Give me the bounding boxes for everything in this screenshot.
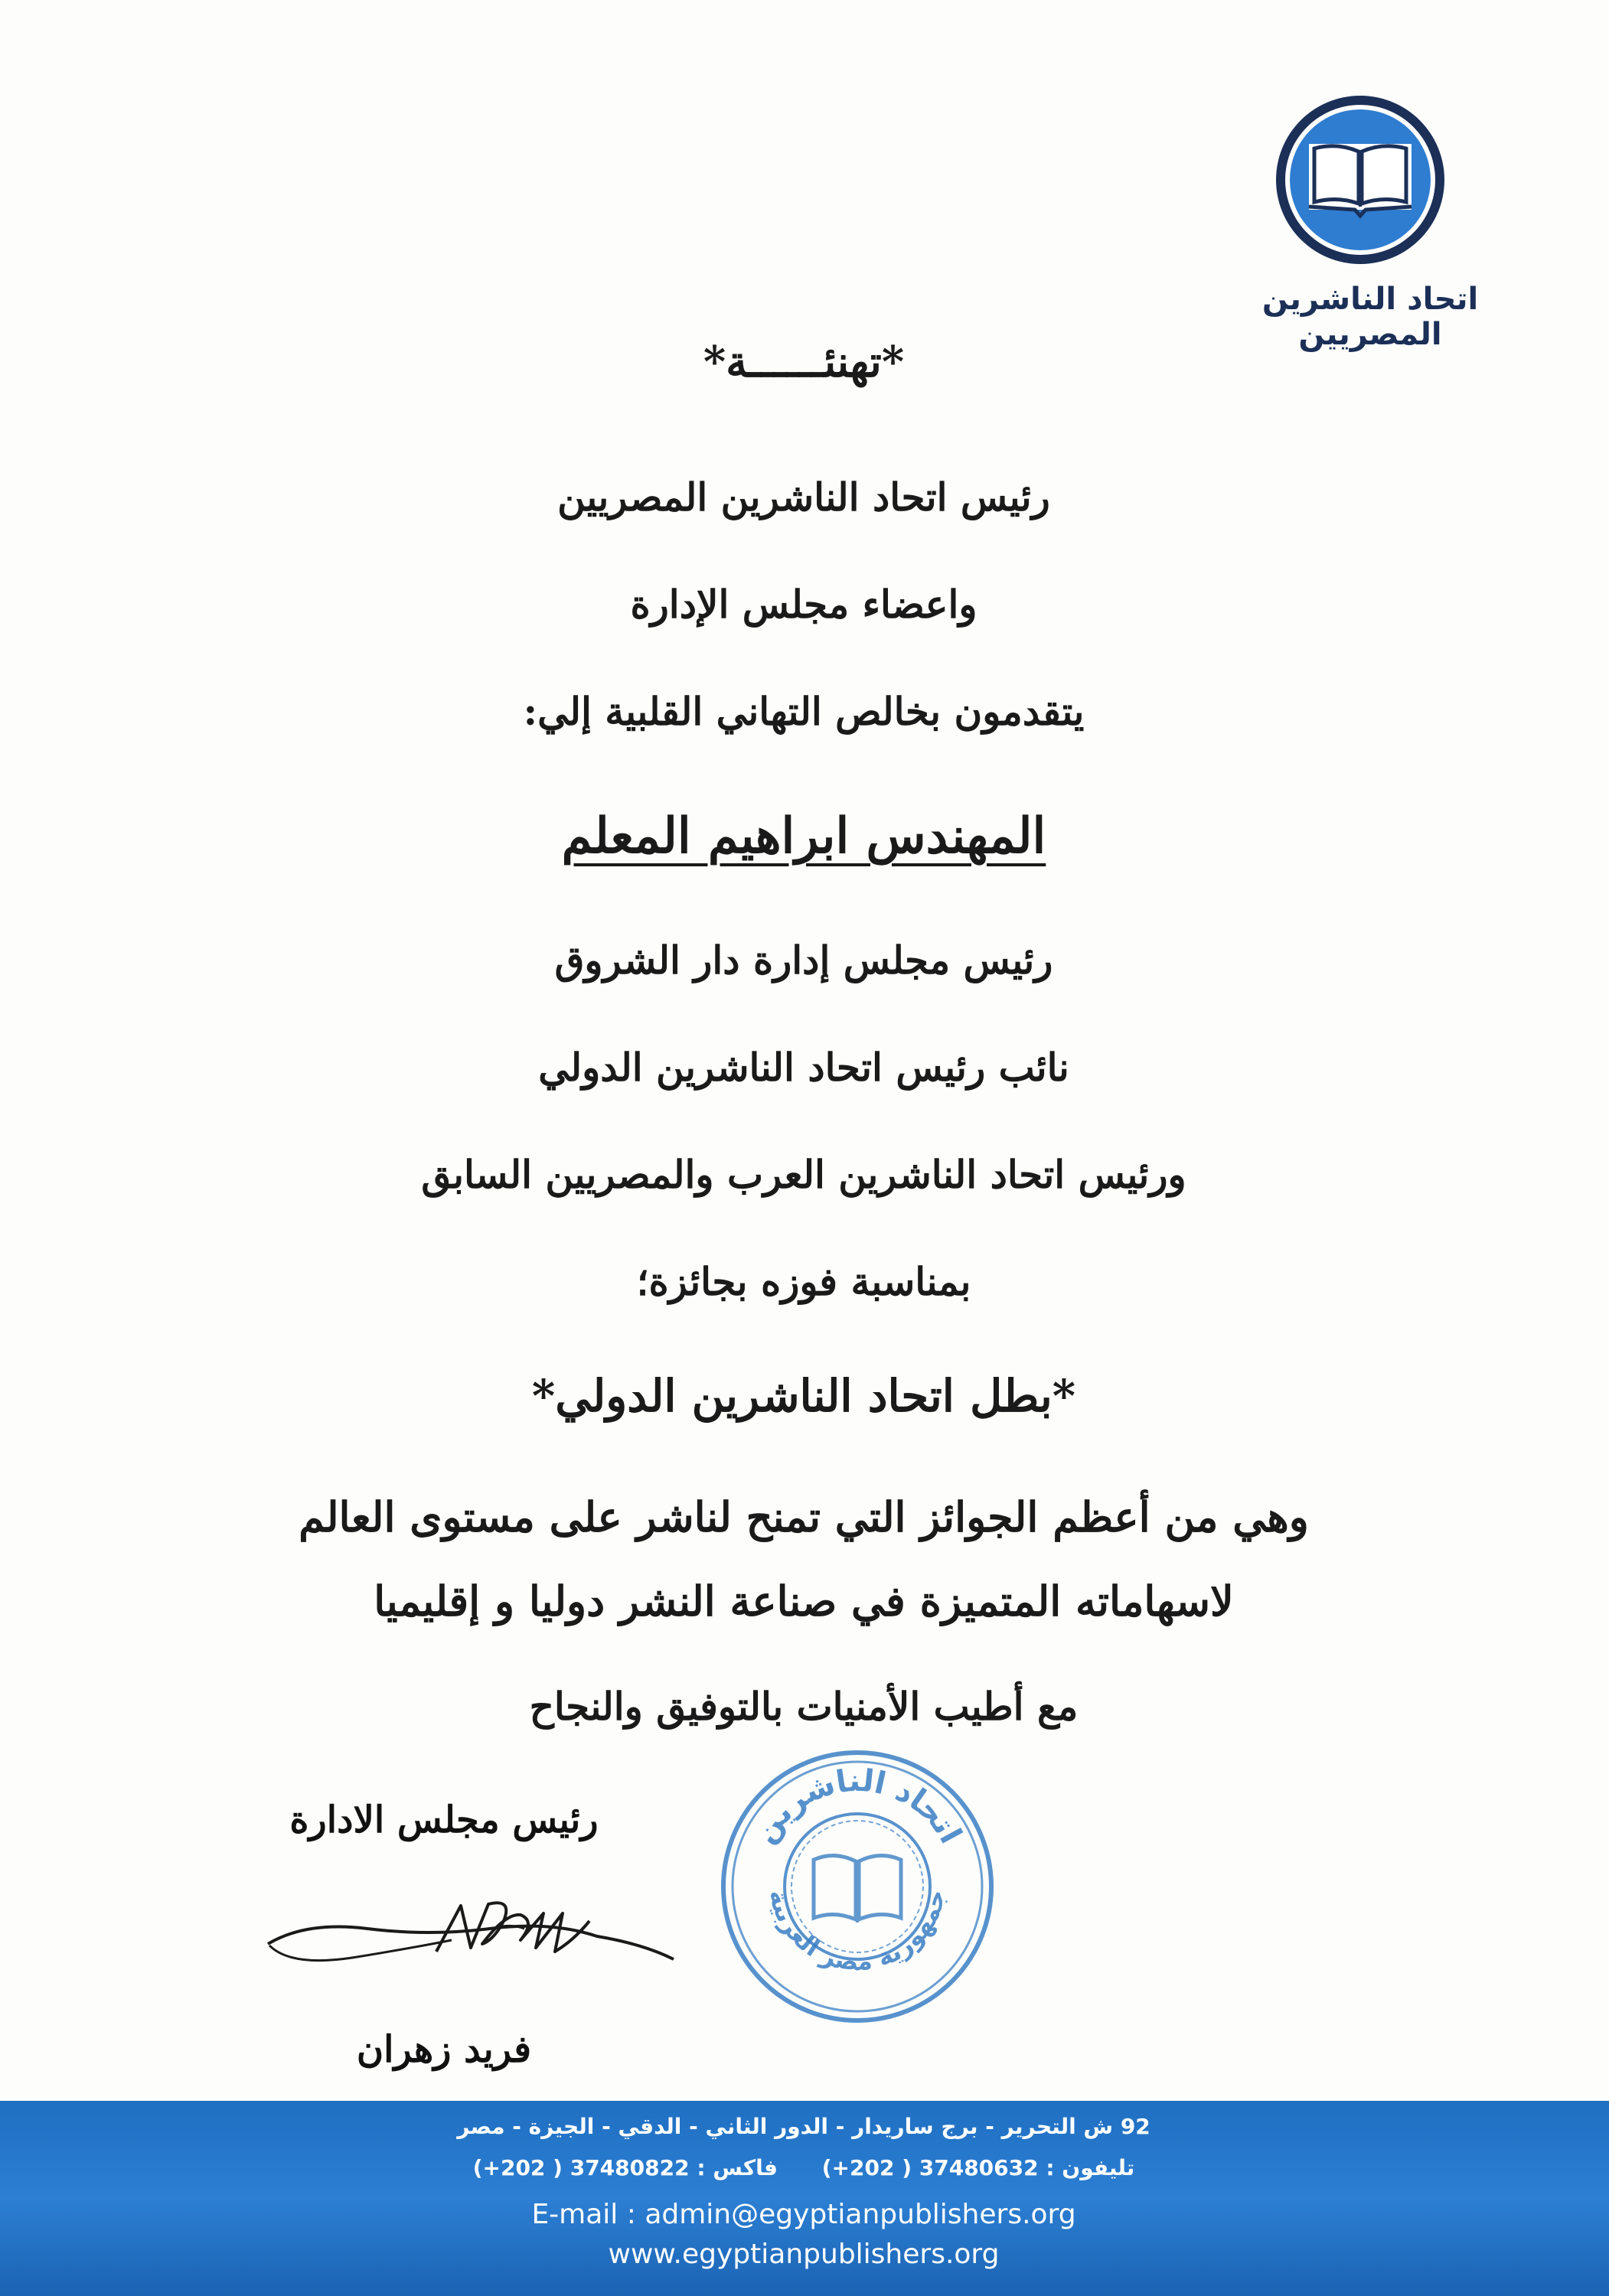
organization-name: اتحاد الناشرين المصريين [1261, 282, 1479, 352]
open-book-logo-icon [1272, 92, 1448, 268]
honoree-title-3: ورئيس اتحاد الناشرين العرب والمصريين السابق [421, 1152, 1186, 1197]
official-stamp [716, 1745, 999, 2028]
award-description-1: وهي من أعظم الجوائز التي تمنح لناشر على مستوى العالم [299, 1492, 1309, 1541]
footer-email[interactable]: E-mail : admin@egyptianpublishers.org [531, 2199, 1076, 2230]
honoree-title-1: رئيس مجلس إدارة دار الشروق [554, 938, 1053, 983]
signatory-name: فريد زهران [356, 2028, 532, 2071]
sender-line-2: واعضاء مجلس الإدارة [630, 582, 977, 627]
footer-address: 92 ش التحرير - برج ساريدار - الدور الثاني - الدقي - الجيزة - مصر [457, 2114, 1150, 2139]
organization-logo [1194, 92, 1546, 352]
stamp-book-icon [814, 1855, 901, 1923]
signatory-title: رئيس مجلس الادارة [289, 1799, 599, 1841]
closing-line: مع أطيب الأمنيات بالتوفيق والنجاح [529, 1684, 1079, 1729]
letter-heading: *تهنئــــــة* [703, 337, 905, 387]
honoree-name: المهندس ابراهيم المعلم [561, 807, 1046, 865]
occasion-line: بمناسبة فوزه بجائزة؛ [636, 1259, 971, 1304]
honoree-title-2: نائب رئيس اتحاد الناشرين الدولي [538, 1045, 1069, 1090]
award-description-2: لاسهاماته المتميزة في صناعة النشر دوليا و إقليميا [374, 1577, 1234, 1626]
sender-line-1: رئيس اتحاد الناشرين المصريين [557, 475, 1050, 520]
footer-phones [306, 2155, 1301, 2180]
stamp-text-top: اتحاد الناشرين [746, 1763, 968, 1850]
footer-website[interactable]: www.egyptianpublishers.org [608, 2239, 1000, 2270]
sender-line-3: يتقدمون بخالص التهاني القلبية إلي: [523, 689, 1085, 734]
stamp-text-bottom: جمهورية مصر العربية [763, 1887, 951, 1977]
footer-phone: تليفون : 37480632 ( 202+) [821, 2155, 1135, 2180]
handwritten-signature [260, 1867, 689, 2020]
award-name: *بطل اتحاد الناشرين الدولي* [531, 1370, 1076, 1422]
footer-fax: فاكس : 37480822 ( 202+) [472, 2155, 778, 2180]
